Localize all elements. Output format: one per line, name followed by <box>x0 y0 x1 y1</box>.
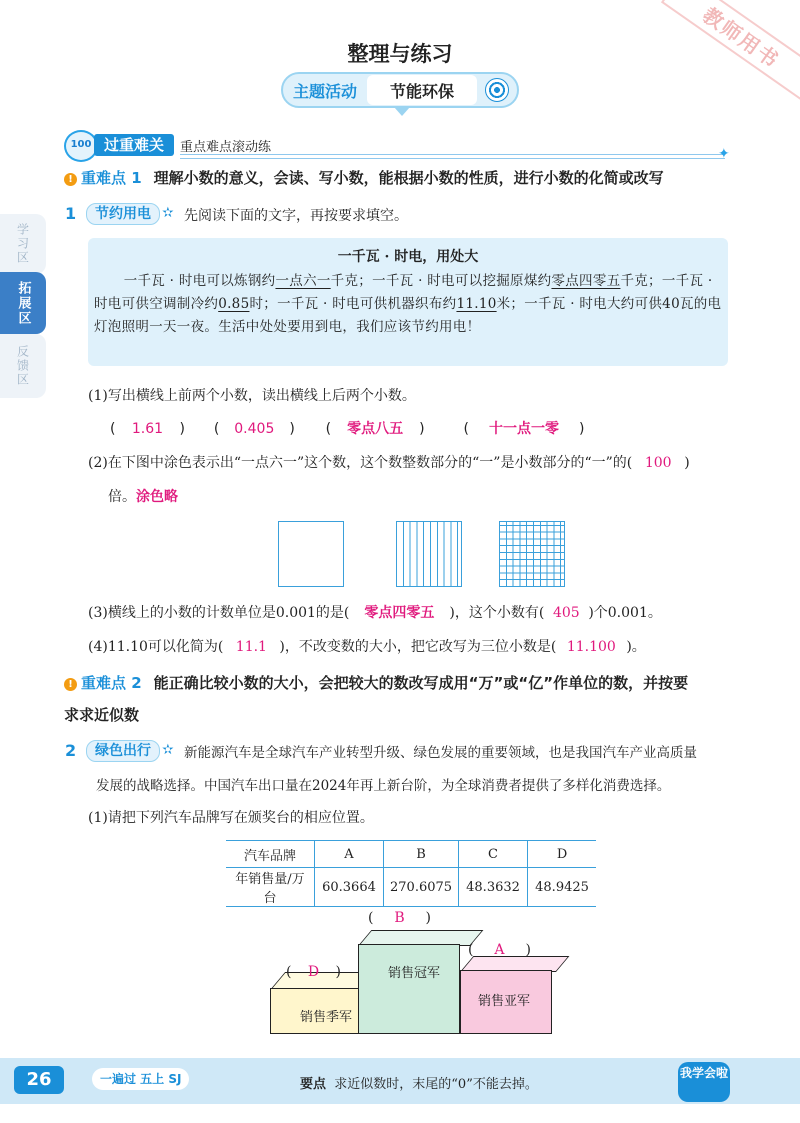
q2-sub1-text: (1)请把下列汽车品牌写在颁奖台的相应位置。 <box>88 810 374 826</box>
section-divider <box>180 154 725 159</box>
tip-text: 求近似数时，末尾的“0”不能去掉。 <box>334 1077 538 1092</box>
reading-box <box>88 238 728 366</box>
podium-second-answer[interactable]: ( A ) <box>468 942 531 958</box>
footer-tip <box>300 1073 538 1092</box>
table-cell: 60.3664 <box>315 868 384 907</box>
side-tab-study[interactable]: 学习区 <box>0 214 46 274</box>
table-cell: 年销售量/万台 <box>226 868 315 907</box>
q1-sub1-text: (1)写出横线上前两个小数，读出横线上后两个小数。 <box>88 388 416 404</box>
question-1-number: 1 <box>65 204 77 223</box>
sales-table <box>226 840 596 907</box>
table-row <box>226 868 596 907</box>
tenths-square[interactable] <box>396 521 462 587</box>
q1-sub1-answers: ( 1.61 ) ( 0.405 ) ( 零点八五 ) ( 十一点一零 ) <box>110 418 584 438</box>
underlined-number: 11.10 <box>456 296 497 312</box>
podium-first <box>358 944 460 1034</box>
question-1-intro: 先阅读下面的文字，再按要求填空。 <box>184 208 408 224</box>
side-tab-expand[interactable]: 拓展区 <box>0 272 46 334</box>
section-label: 过重难关 <box>94 134 174 156</box>
q1-sub2-line2: 倍。涂色略 <box>108 489 178 505</box>
footer-logo: 我学会啦 <box>678 1062 730 1102</box>
reading-text: 一千瓦 · 时电可以炼钢约一点六一千克；一千瓦 · 时电可以挖掘原煤约零点四零五千克；一千瓦 · 时电可供空调制冷约0.85时；一千瓦 · 时电可供机器织布约11.10米；一千瓦 · 时电大约可供40瓦的电灯泡照明一天一夜。生活中处处要用到电，我们应该节约用电！ <box>94 273 722 335</box>
keypoint-1-label: 重难点 1 <box>81 169 142 187</box>
unit-square[interactable] <box>278 521 344 587</box>
lightbulb-icon: ! <box>64 173 77 186</box>
answer-note: 涂色略 <box>136 489 178 505</box>
lightbulb-icon: ! <box>64 678 77 691</box>
table-header-cell: B <box>384 841 459 868</box>
answer-blank[interactable]: 11.1 <box>235 639 267 655</box>
q1-sub4-text: (4)11.10可以化简为( 11.1 )，不改变数的大小，把它改写为三位小数是( 11.100 )。 <box>88 639 646 655</box>
target-icon <box>485 78 509 102</box>
answer-blank[interactable]: 11.100 <box>566 639 616 655</box>
corner-stamp: 教师用书 <box>661 0 800 101</box>
answer-blank[interactable]: 十一点一零 <box>489 421 559 437</box>
table-header-cell: D <box>528 841 597 868</box>
theme-pointer <box>394 107 410 116</box>
q1-sub2-text: (2)在下图中涂色表示出“一点六一”这个数，这个数整数部分的“一”是小数部分的“一”的( 100 ) <box>88 455 690 471</box>
underlined-number: 一点六一 <box>275 273 331 289</box>
table-cell: 48.3632 <box>459 868 528 907</box>
underlined-number: 零点四零五 <box>551 273 621 289</box>
question-2-intro-2: 发展的战略选择。中国汽车出口量在2024年再上新台阶，为全球消费者提供了多样化消费选择。 <box>96 778 671 794</box>
table-header-cell: 汽车品牌 <box>226 841 315 868</box>
keypoint-2-text: 能正确比较小数的大小，会把较大的数改写成用“万”或“亿”作单位的数，并按要 <box>153 674 689 692</box>
podium-second-label: 销售亚军 <box>478 994 531 1009</box>
theme-topic: 节能环保 <box>367 75 477 105</box>
section-subtitle: 重点难点滚动练 <box>180 140 272 155</box>
keypoint-2-text-cont: 求求近似数 <box>64 706 140 724</box>
badge-100-icon: 100 <box>64 130 98 162</box>
section-header <box>64 134 734 162</box>
page-number: 26 <box>14 1066 64 1094</box>
keypoint-1-text: 理解小数的意义，会读、写小数，能根据小数的性质，进行小数的化简或改写 <box>153 169 664 187</box>
tip-key: 要点 <box>300 1077 327 1092</box>
footer-brand: 一遍过 五上 SJ <box>92 1068 189 1090</box>
underlined-number: 0.85 <box>218 296 250 312</box>
keypoint-1 <box>64 167 664 188</box>
table-cell: 270.6075 <box>384 868 459 907</box>
table-header-cell: C <box>459 841 528 868</box>
hundredths-square[interactable] <box>499 521 565 587</box>
page-title: 整理与练习 <box>347 42 453 66</box>
star-icon: ✦ <box>718 146 730 162</box>
question-1-tag: 节约用电 <box>86 203 160 225</box>
answer-blank[interactable]: 1.61 <box>131 421 164 437</box>
podium-first-answer[interactable]: ( B ) <box>368 910 431 926</box>
reading-title: 一千瓦 · 时电，用处大 <box>337 249 479 265</box>
star-icon: ✫ <box>162 742 174 758</box>
table-header-cell: A <box>315 841 384 868</box>
podium-first-label: 销售冠军 <box>388 966 441 981</box>
answer-blank[interactable]: 405 <box>552 605 580 621</box>
keypoint-2-label: 重难点 2 <box>81 674 142 692</box>
answer-blank[interactable]: 0.405 <box>234 421 275 437</box>
question-2-intro-1: 新能源汽车是全球汽车产业转型升级、绿色发展的重要领域，也是我国汽车产业高质量 <box>184 745 697 761</box>
question-2-number: 2 <box>65 741 77 760</box>
keypoint-2 <box>64 672 688 693</box>
podium-third-answer[interactable]: ( D ) <box>286 964 341 980</box>
theme-banner <box>281 72 519 108</box>
question-2-tag: 绿色出行 <box>86 740 160 762</box>
answer-blank[interactable]: 零点四零五 <box>364 605 435 621</box>
q1-sub3-text: (3)横线上的小数的计数单位是0.001的是( 零点四零五 )，这个小数有( 405 )个0.001。 <box>88 602 662 622</box>
table-row <box>226 841 596 868</box>
answer-blank[interactable]: 100 <box>644 455 672 471</box>
side-tab-feedback[interactable]: 反馈区 <box>0 334 46 398</box>
star-icon: ✫ <box>162 205 174 221</box>
theme-label: 主题活动 <box>293 81 358 101</box>
table-cell: 48.9425 <box>528 868 597 907</box>
podium-third-label: 销售季军 <box>300 1010 353 1025</box>
answer-blank[interactable]: 零点八五 <box>347 421 404 437</box>
